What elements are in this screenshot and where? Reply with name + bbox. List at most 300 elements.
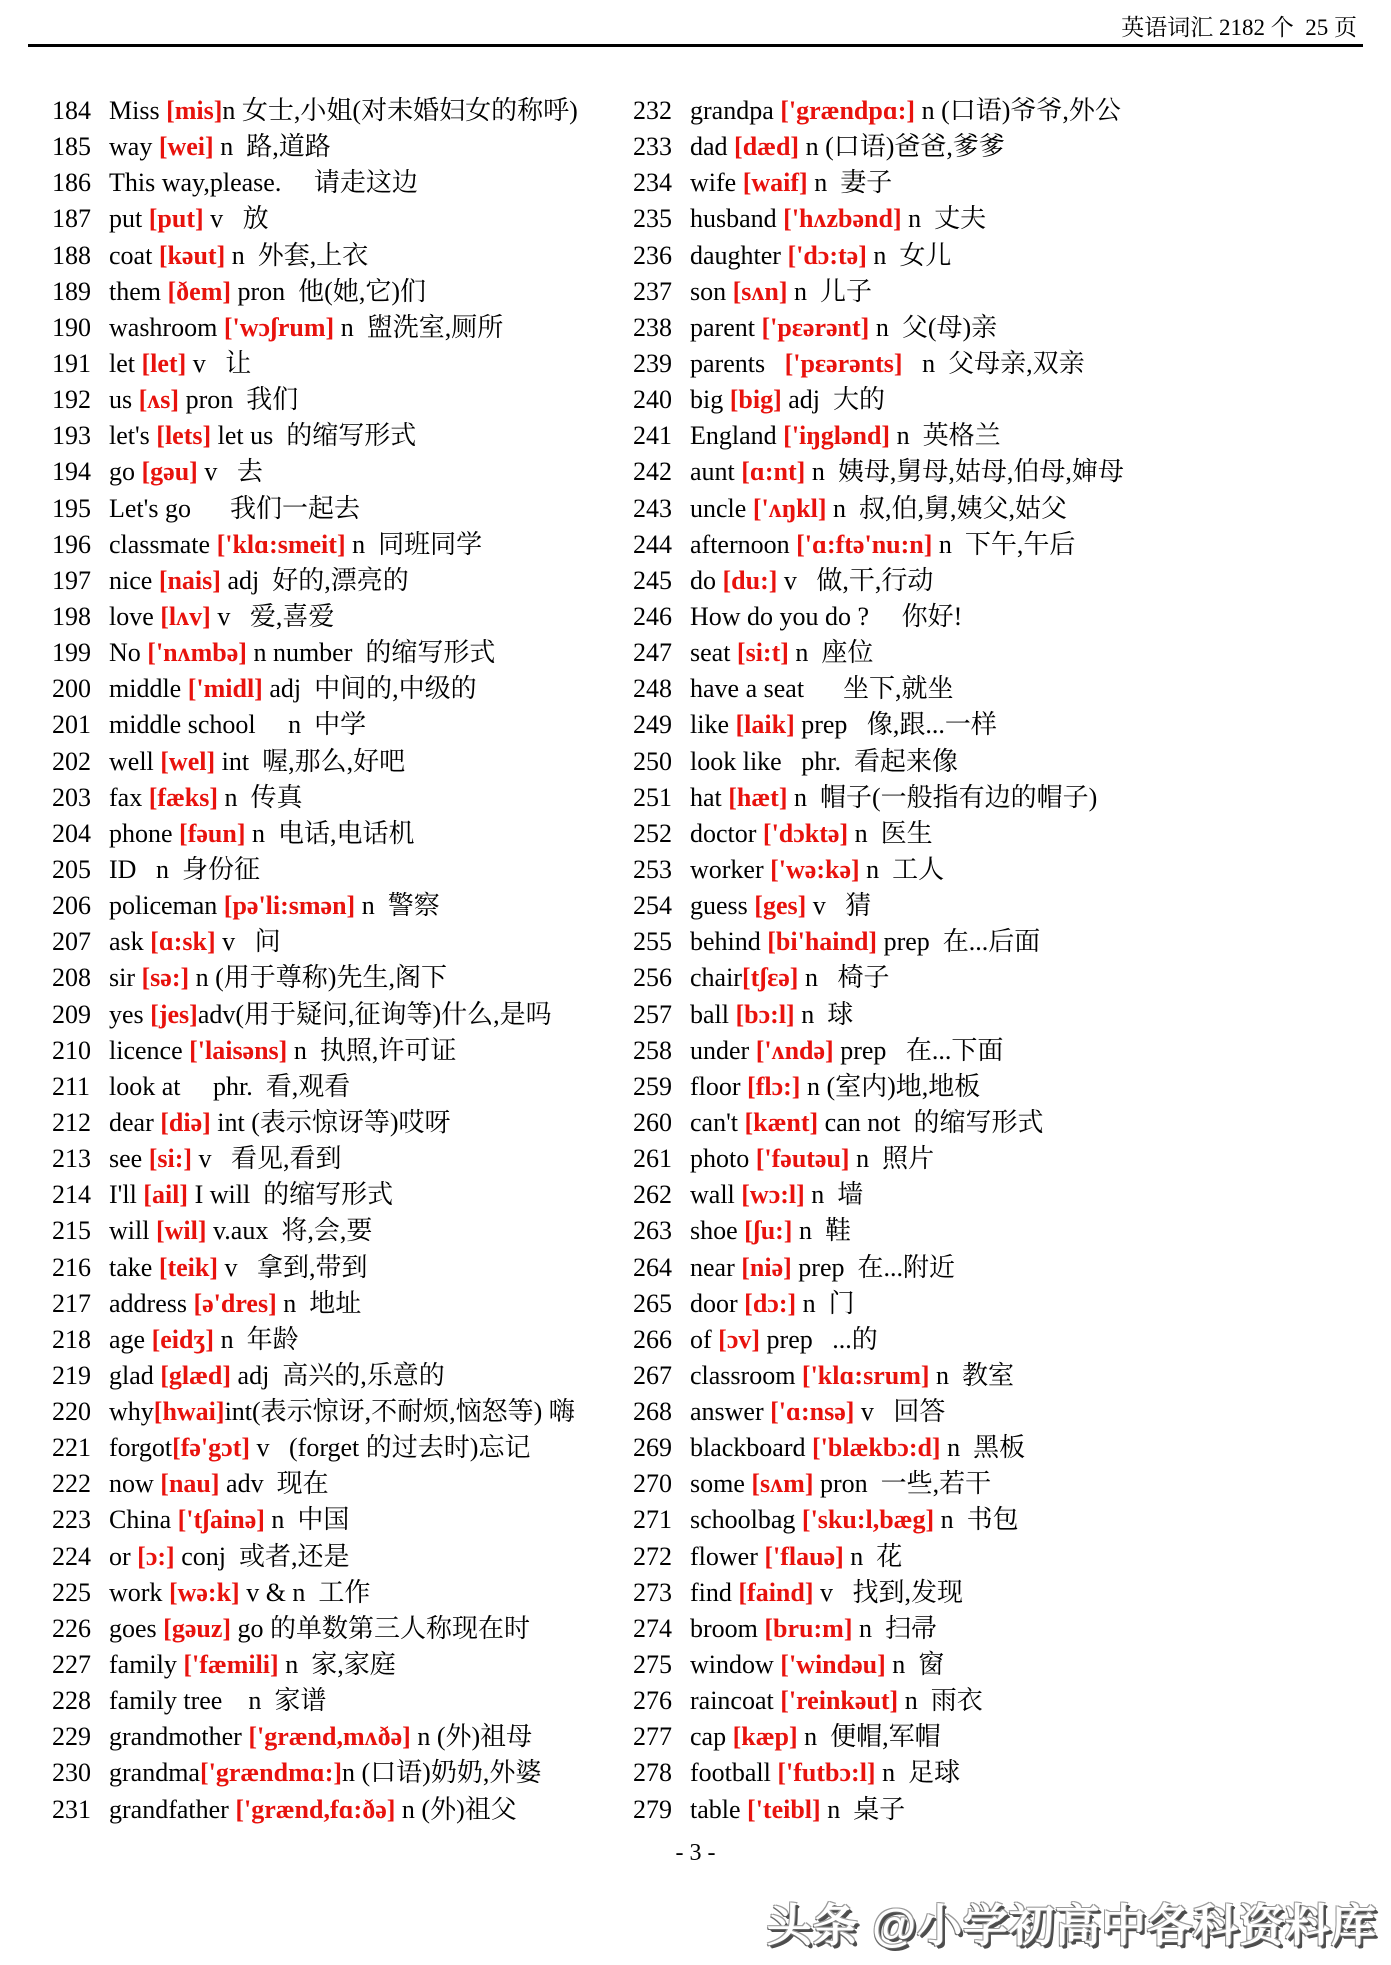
entry-phonetic: ['dɔktə] [762, 818, 849, 848]
entry-phonetic: [bru:m] [764, 1613, 853, 1643]
entry-translation: n 座位 [788, 638, 874, 668]
entry-phonetic: ['teibl] [747, 1794, 821, 1824]
entry-word: grandfather [109, 1794, 236, 1824]
header-divider [28, 44, 1363, 47]
entry-number: 237 [633, 276, 672, 306]
entry-number: 192 [52, 385, 91, 415]
entry-word: wife [690, 168, 743, 198]
entry-phonetic: [dɔ:] [744, 1288, 797, 1318]
entry-number: 206 [52, 891, 91, 921]
entry-phonetic: [lets] [156, 421, 212, 451]
entry-translation: v (forget 的过去时)忘记 [250, 1433, 531, 1463]
vocab-entry [52, 1213, 578, 1249]
vocab-entry [52, 165, 578, 201]
entry-number: 186 [52, 168, 91, 198]
vocab-entry [633, 1069, 1124, 1105]
entry-word: middle school [109, 710, 256, 740]
vocab-entry [52, 780, 578, 816]
vocab-entry [52, 454, 578, 490]
entry-translation: n 姨母,舅母,姑母,伯母,婶母 [805, 457, 1124, 487]
entry-word: seat [690, 638, 737, 668]
entry-translation: go 的单数第三人称现在时 [231, 1613, 531, 1643]
vocab-entry [633, 1430, 1124, 1466]
entry-translation: n 窗 [885, 1650, 945, 1680]
entry-phonetic: [faind] [738, 1577, 814, 1607]
entry-number: 208 [52, 963, 91, 993]
entry-phonetic: [lʌv] [160, 601, 211, 631]
entry-number: 255 [633, 927, 672, 957]
entry-number: 198 [52, 601, 91, 631]
entry-number: 272 [633, 1541, 672, 1571]
entry-word: yes [109, 999, 151, 1029]
vocab-entry [633, 1719, 1124, 1755]
vocab-entry [633, 1792, 1124, 1828]
entry-number: 260 [633, 1107, 672, 1137]
entry-number: 257 [633, 999, 672, 1029]
entry-word: goes [109, 1613, 164, 1643]
entry-word: us [109, 385, 139, 415]
entry-number: 217 [52, 1288, 91, 1318]
entry-number: 253 [633, 854, 672, 884]
entry-number: 199 [52, 638, 91, 668]
entry-translation: n 同班同学 [345, 529, 483, 559]
entry-number: 200 [52, 674, 91, 704]
entry-number: 242 [633, 457, 672, 487]
vocab-entry [633, 888, 1124, 924]
vocab-column-left [52, 93, 578, 1828]
entry-word: worker [690, 854, 771, 884]
entry-phonetic: [ɑ:nt] [741, 457, 806, 487]
entry-word: family tree [109, 1686, 223, 1716]
entry-phonetic: ['nʌmbə] [147, 638, 247, 668]
entry-phonetic: [wei] [158, 132, 214, 162]
entry-translation: n (口语)爸爸,爹爹 [799, 132, 1005, 162]
entry-translation: n 帽子(一般指有边的帽子) [787, 782, 1098, 812]
entry-word: football [690, 1758, 778, 1788]
entry-phonetic: ['grænd,fɑ:ðə] [235, 1794, 396, 1824]
entry-translation: int(表示惊讶,不耐烦,恼怒等) 嗨 [224, 1397, 575, 1427]
entry-phonetic: [niə] [741, 1252, 792, 1282]
vocab-entry [52, 310, 578, 346]
entry-number: 243 [633, 493, 672, 523]
vocab-entry [52, 1394, 578, 1430]
vocab-entry [633, 563, 1124, 599]
vocab-entry [633, 165, 1124, 201]
vocab-entry [633, 1322, 1124, 1358]
entry-translation: n 盥洗室,厕所 [334, 312, 504, 342]
entry-translation: n 扫帚 [852, 1613, 937, 1643]
entry-phonetic: ['ʌndə] [755, 1035, 834, 1065]
vocab-entry [633, 346, 1124, 382]
entry-translation: v 找到,发现 [813, 1577, 964, 1607]
entry-number: 222 [52, 1469, 91, 1499]
entry-word: aunt [690, 457, 742, 487]
entry-translation: n 黑板 [940, 1433, 1026, 1463]
entry-word: shoe [690, 1216, 745, 1246]
entry-translation: n 路,道路 [213, 132, 331, 162]
entry-word: forgot [109, 1433, 173, 1463]
entry-word: or [109, 1541, 138, 1571]
vocab-entry [633, 129, 1124, 165]
entry-phonetic: [si:] [148, 1144, 193, 1174]
entry-translation: pron 一些,若干 [813, 1469, 992, 1499]
entry-phonetic: ['wə:kə] [770, 854, 860, 884]
entry-translation: n (用于尊称)先生,阁下 [189, 963, 447, 993]
entry-phonetic: ['windəu] [780, 1650, 886, 1680]
entry-translation: prep 在...下面 [833, 1035, 1004, 1065]
entry-word: parent [690, 312, 762, 342]
entry-phonetic: [ges] [754, 891, 807, 921]
entry-translation: n 球 [794, 999, 854, 1029]
entry-phonetic: ['klɑ:srum] [801, 1360, 930, 1390]
vocab-entry [52, 671, 578, 707]
entry-number: 228 [52, 1686, 91, 1716]
entry-number: 239 [633, 348, 672, 378]
entry-phonetic: [ʌs] [138, 385, 180, 415]
entry-word: guess [690, 891, 755, 921]
entry-word: dear [109, 1107, 161, 1137]
vocab-entry [52, 1069, 578, 1105]
entry-phonetic: [big] [729, 385, 782, 415]
entry-phonetic: ['grænd,mʌðə] [248, 1722, 411, 1752]
entry-phonetic: [jes] [150, 999, 198, 1029]
vocab-entry [52, 1502, 578, 1538]
entry-phonetic: ['tʃainə] [177, 1505, 265, 1535]
vocab-entry [52, 1683, 578, 1719]
entry-number: 214 [52, 1180, 91, 1210]
entry-number: 218 [52, 1324, 91, 1354]
entry-translation: 你好! [869, 601, 963, 631]
vocab-entry [52, 418, 578, 454]
entry-word: way [109, 132, 159, 162]
entry-translation: n 执照,许可证 [287, 1035, 457, 1065]
vocab-entry [52, 527, 578, 563]
entry-phonetic: [eidʒ] [151, 1324, 215, 1354]
vocab-entry [633, 93, 1124, 129]
entry-word: wall [690, 1180, 742, 1210]
entry-number: 254 [633, 891, 672, 921]
entry-phonetic: [sʌm] [751, 1469, 814, 1499]
entry-number: 223 [52, 1505, 91, 1535]
vocab-entry [633, 382, 1124, 418]
entry-phonetic: [hwai] [153, 1397, 225, 1427]
entry-number: 184 [52, 96, 91, 125]
entry-phonetic: ['pɛərənt] [761, 312, 870, 342]
entry-phonetic: [wɔ:l] [741, 1180, 805, 1210]
entry-word: grandma [109, 1758, 200, 1788]
vocab-entry [52, 1719, 578, 1755]
entry-translation: prep 像,跟...一样 [794, 710, 997, 740]
entry-translation: v.aux 将,会,要 [206, 1216, 373, 1246]
entry-phonetic: [kænt] [744, 1107, 819, 1137]
entry-number: 278 [633, 1758, 672, 1788]
entry-phonetic: ['ɑ:ftə'nu:n] [796, 529, 933, 559]
entry-number: 277 [633, 1722, 672, 1752]
entry-number: 234 [633, 168, 672, 198]
entry-number: 197 [52, 565, 91, 595]
entry-translation: n 家谱 [222, 1686, 327, 1716]
vocab-entry [52, 201, 578, 237]
entry-translation: adj 中间的,中级的 [262, 674, 477, 704]
entry-phonetic: [sə:] [141, 963, 190, 993]
entry-number: 210 [52, 1035, 91, 1065]
entry-translation: conj 或者,还是 [174, 1541, 350, 1571]
entry-translation: pron 他(她,它)们 [231, 276, 426, 306]
entry-phonetic: [teik] [158, 1252, 219, 1282]
entry-number: 264 [633, 1252, 672, 1282]
entry-phonetic: [flɔ:] [747, 1071, 801, 1101]
entry-word: let's [109, 421, 157, 451]
entry-word: big [690, 385, 730, 415]
entry-word: them [109, 276, 168, 306]
entry-number: 249 [633, 710, 672, 740]
entry-word: under [690, 1035, 756, 1065]
vocab-entry [52, 238, 578, 274]
entry-number: 229 [52, 1722, 91, 1752]
vocab-entry [633, 527, 1124, 563]
entry-phonetic: [fə'gɔt] [172, 1433, 251, 1463]
entry-translation: v 放 [203, 204, 269, 234]
entry-translation: n 叔,伯,舅,姨父,姑父 [826, 493, 1068, 523]
entry-translation: n 妻子 [807, 168, 893, 198]
entry-number: 276 [633, 1686, 672, 1716]
entry-number: 225 [52, 1577, 91, 1607]
entry-translation: n number 的缩写形式 [246, 638, 496, 668]
entry-word: afternoon [690, 529, 797, 559]
entry-number: 209 [52, 999, 91, 1029]
entry-phonetic: ['grændmɑ:] [199, 1758, 343, 1788]
entry-translation: n 椅子 [798, 963, 890, 993]
entry-translation: prep 在...附近 [791, 1252, 955, 1282]
entry-word: photo [690, 1144, 756, 1174]
entry-phonetic: [glæd] [160, 1360, 232, 1390]
entry-number: 271 [633, 1505, 672, 1535]
entry-number: 267 [633, 1360, 672, 1390]
entry-word: coat [109, 240, 159, 270]
entry-word: This way,please. [109, 168, 282, 198]
entry-word: glad [109, 1360, 161, 1390]
entry-translation: n 工人 [859, 854, 945, 884]
entry-number: 232 [633, 96, 672, 125]
vocab-entry [52, 1466, 578, 1502]
entry-word: answer [690, 1397, 771, 1427]
vocab-entry [52, 563, 578, 599]
entry-translation: v 回答 [854, 1397, 946, 1427]
vocab-entry [633, 1033, 1124, 1069]
entry-word: of [690, 1324, 719, 1354]
entry-number: 241 [633, 421, 672, 451]
entry-word: can't [690, 1107, 745, 1137]
vocab-entry [52, 1575, 578, 1611]
entry-number: 251 [633, 782, 672, 812]
entry-word: ball [690, 999, 736, 1029]
entry-word: near [690, 1252, 742, 1282]
entry-word: put [109, 204, 149, 234]
vocab-entry [633, 418, 1124, 454]
entry-translation: v 拿到,带到 [218, 1252, 368, 1282]
entry-phonetic: [gəuz] [163, 1613, 232, 1643]
entry-word: How do you do ? [690, 601, 870, 631]
entry-translation: n 父母亲,双亲 [902, 348, 1085, 378]
vocab-entry [52, 129, 578, 165]
entry-number: 221 [52, 1433, 91, 1463]
vocab-entry [633, 1358, 1124, 1394]
entry-phonetic: [nais] [158, 565, 221, 595]
entry-word: ID [109, 854, 137, 884]
entry-translation: n (口语)爷爷,外公 [915, 96, 1121, 125]
entry-translation: n 墙 [804, 1180, 864, 1210]
entry-phonetic: [ail] [143, 1180, 189, 1210]
entry-phonetic: ['fəutəu] [755, 1144, 850, 1174]
entry-word: fax [109, 782, 149, 812]
entry-number: 235 [633, 204, 672, 234]
entry-number: 233 [633, 132, 672, 162]
entry-word: ask [109, 927, 151, 957]
entry-phonetic: [hæt] [728, 782, 788, 812]
entry-phonetic: [si:t] [736, 638, 789, 668]
entry-word: window [690, 1650, 781, 1680]
vocab-entry [52, 1539, 578, 1575]
entry-phonetic: ['dɔ:tə] [787, 240, 867, 270]
vocab-entry [52, 491, 578, 527]
entry-translation: v 问 [215, 927, 281, 957]
vocab-entry [52, 346, 578, 382]
entry-word: see [109, 1144, 149, 1174]
entry-word: grandpa [690, 96, 781, 125]
entry-phonetic: [sʌn] [732, 276, 788, 306]
entry-translation: n 教室 [929, 1360, 1015, 1390]
entry-number: 191 [52, 348, 91, 378]
entry-word: classroom [690, 1360, 802, 1390]
entry-translation: 请走这边 [281, 168, 418, 198]
vocab-entry [633, 1683, 1124, 1719]
entry-word: England [690, 421, 784, 451]
entry-word: grandmother [109, 1722, 249, 1752]
entry-translation: v 去 [197, 457, 263, 487]
entry-number: 275 [633, 1650, 672, 1680]
vocab-entry [52, 93, 578, 129]
entry-phonetic: [wil] [155, 1216, 207, 1246]
entry-word: dad [690, 132, 735, 162]
entry-number: 215 [52, 1216, 91, 1246]
entry-word: address [109, 1288, 194, 1318]
entry-word: parents [690, 348, 785, 378]
vocab-column-right [633, 93, 1124, 1828]
entry-translation: pron 我们 [179, 385, 299, 415]
entry-translation: n 中学 [255, 710, 367, 740]
entry-number: 185 [52, 132, 91, 162]
vocab-entry [633, 780, 1124, 816]
entry-word: table [690, 1794, 748, 1824]
entry-word: middle [109, 674, 188, 704]
entry-word: flower [690, 1541, 765, 1571]
entry-translation: n 便帽,军帽 [797, 1722, 941, 1752]
entry-translation: prep 在...后面 [877, 927, 1041, 957]
entry-phonetic: [diə] [160, 1107, 211, 1137]
entry-word: find [690, 1577, 739, 1607]
vocab-entry [52, 635, 578, 671]
vocab-entry [52, 1647, 578, 1683]
entry-number: 247 [633, 638, 672, 668]
entry-number: 204 [52, 818, 91, 848]
entry-translation: n 鞋 [792, 1216, 851, 1246]
vocab-entry [633, 310, 1124, 346]
entry-phonetic: [kəut] [158, 240, 226, 270]
vocab-entry [52, 1286, 578, 1322]
entry-translation: n 门 [796, 1288, 855, 1318]
vocab-entry [52, 1358, 578, 1394]
vocab-entry [52, 744, 578, 780]
vocab-entry [52, 1430, 578, 1466]
entry-word: husband [690, 204, 784, 234]
entry-translation: int 喔,那么,好吧 [215, 746, 406, 776]
entry-number: 219 [52, 1360, 91, 1390]
entry-translation: n 下午,午后 [932, 529, 1076, 559]
vocab-entry [633, 1466, 1124, 1502]
entry-number: 250 [633, 746, 672, 776]
entry-number: 258 [633, 1035, 672, 1065]
entry-word: behind [690, 927, 768, 957]
entry-translation: let us 的缩写形式 [211, 421, 417, 451]
entry-number: 212 [52, 1107, 91, 1137]
entry-translation: n 电话,电话机 [245, 818, 415, 848]
entry-number: 201 [52, 710, 91, 740]
vocab-entry [633, 707, 1124, 743]
vocab-entry [52, 852, 578, 888]
entry-translation: int (表示惊讶等)哎呀 [210, 1107, 451, 1137]
entry-phonetic: ['laisəns] [189, 1035, 288, 1065]
entry-phonetic: ['ɑ:nsə] [770, 1397, 855, 1427]
entry-translation: n 女儿 [866, 240, 952, 270]
vocab-entry [52, 997, 578, 1033]
entry-translation: v 看见,看到 [192, 1144, 342, 1174]
entry-phonetic: ['hʌzbənd] [783, 204, 902, 234]
entry-word: love [109, 601, 161, 631]
entry-word: raincoat [690, 1686, 781, 1716]
entry-word: cap [690, 1722, 733, 1752]
entry-translation: n (口语)奶奶,外婆 [342, 1758, 542, 1788]
entry-translation: n 父(母)亲 [869, 312, 998, 342]
vocab-entry [52, 816, 578, 852]
entry-phonetic: [wel] [160, 746, 216, 776]
entry-word: broom [690, 1613, 765, 1643]
entry-translation: adv(用于疑问,征询等)什么,是吗 [197, 999, 552, 1029]
entry-word: I'll [109, 1180, 144, 1210]
entry-translation: 坐下,就坐 [804, 674, 954, 704]
entry-phonetic: [laik] [735, 710, 795, 740]
entry-number: 252 [633, 818, 672, 848]
entry-number: 274 [633, 1613, 672, 1643]
entry-number: 196 [52, 529, 91, 559]
entry-translation: adj 好的,漂亮的 [220, 565, 409, 595]
entry-phonetic: ['midl] [187, 674, 263, 704]
entry-phonetic: [ʃu:] [744, 1216, 793, 1246]
entry-phonetic: [ðem] [167, 276, 232, 306]
entry-number: 259 [633, 1071, 672, 1101]
page-title: 英语词汇 2182 个 25 页 [1121, 15, 1357, 40]
entry-phonetic: [ɔv] [718, 1324, 761, 1354]
entry-number: 231 [52, 1794, 91, 1824]
vocab-entry [52, 960, 578, 996]
entry-word: son [690, 276, 733, 306]
vocab-entry [633, 671, 1124, 707]
entry-translation: n 女士,小姐(对未婚妇女的称呼) [222, 96, 578, 125]
entry-translation: n 足球 [875, 1758, 961, 1788]
entry-number: 189 [52, 276, 91, 306]
entry-translation: v 猜 [806, 891, 872, 921]
entry-translation: adj 大的 [781, 385, 885, 415]
entry-translation: n 花 [843, 1541, 903, 1571]
